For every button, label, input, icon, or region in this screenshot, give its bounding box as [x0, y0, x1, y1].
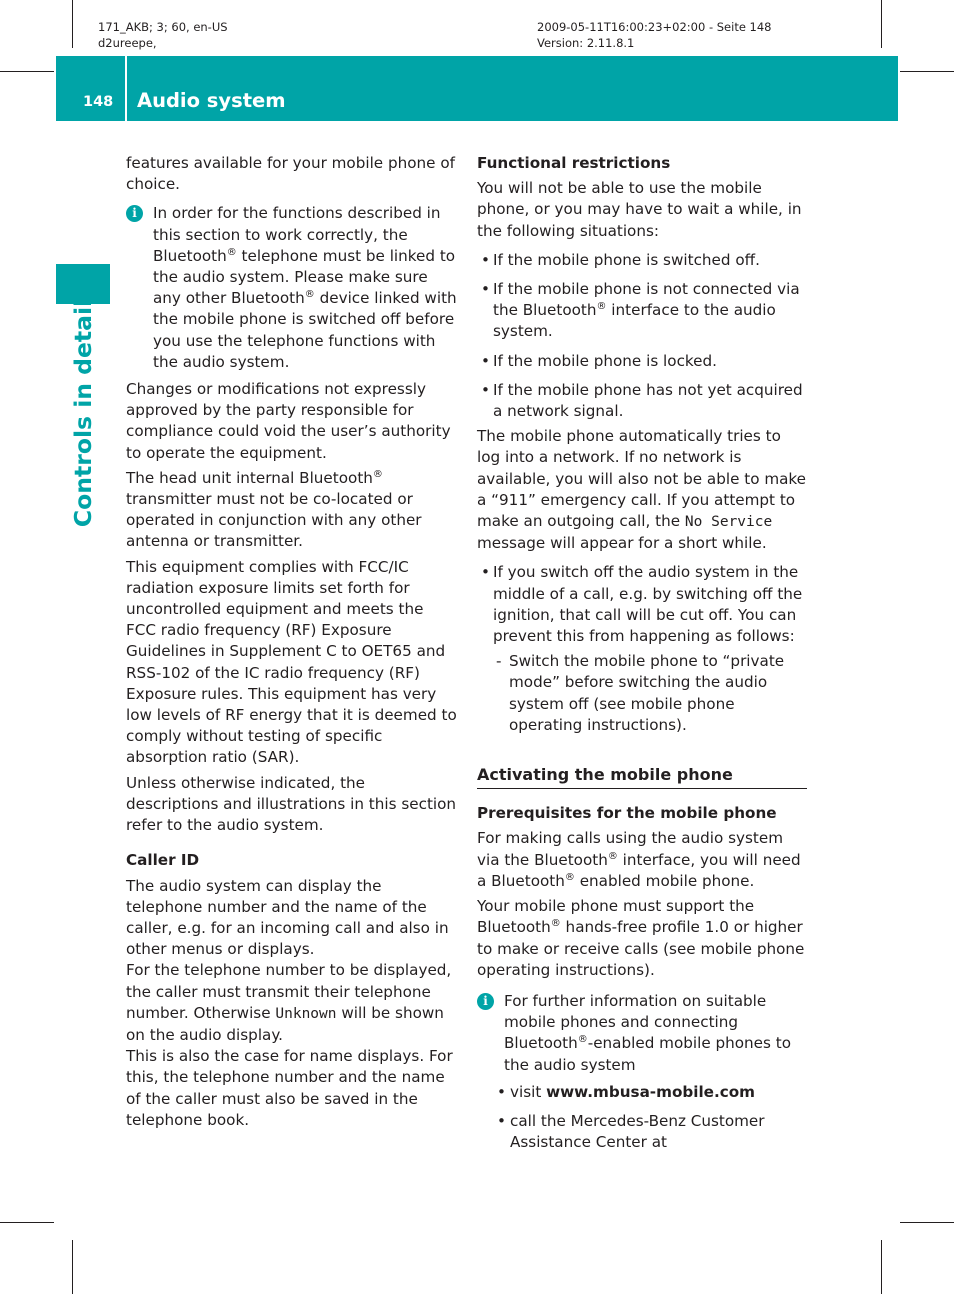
list-item-text: interface to the audio system. [493, 301, 776, 341]
side-section-label: Controls in detail [69, 298, 97, 528]
registered-mark: ® [372, 468, 383, 480]
bullet: • [481, 250, 490, 269]
meta-right-line2: Version: 2.11.8.1 [537, 36, 635, 50]
list-item-text: If you switch off the audio system in the middle of a call, e.g. by switching off the ignition, that call will be cut off. You can prevent this from happening as follows: [493, 563, 803, 646]
list-item-text: If the mobile phone is not connected via the Bluetooth [493, 280, 800, 320]
print-meta-right [537, 19, 772, 51]
fcc-paragraph: This equipment complies with FCC/IC radiation exposure limits set forth for uncontrolled equipment and meets the FCC radio frequency (RF) Exposure Guidelines in Supplement C to OET65 and RSS-102 of the IC radio frequency (RF) Exposure rules. This equipment has very low levels of RF energy that it is deemed to comply without testing of specific absorption ratio (SAR). [126, 557, 457, 767]
list-item [477, 380, 807, 422]
prerequisites-heading: Prerequisites for the mobile phone [477, 804, 777, 823]
registered-mark: ® [550, 918, 561, 930]
crop-mark [881, 1240, 882, 1294]
text-span: message will appear for a short while. [477, 534, 767, 553]
text-span: For making calls using the audio system via the Bluetooth [477, 829, 784, 869]
list-item [477, 250, 807, 271]
caller-id-heading: Caller ID [126, 851, 200, 870]
list-item-text: If the mobile phone is locked. [493, 351, 717, 370]
intro-paragraph: features available for your mobile phone of choice. [126, 154, 455, 194]
info-text-b: -enabled mobile phones to the audio system [504, 1034, 792, 1074]
header-divider [125, 56, 127, 121]
crop-mark [881, 0, 882, 48]
text-span: Your mobile phone must support the Bluetooth [477, 897, 755, 937]
info-text-c: device linked with the mobile phone is switched off before you use the telephone functions with the audio system. [153, 289, 457, 371]
info-icon: i [126, 205, 143, 222]
crop-mark [900, 1222, 954, 1223]
display-code-unknown: Unknown [275, 1005, 337, 1022]
display-code-no-service: No Service [684, 514, 773, 531]
info-note-text [143, 203, 458, 373]
network-note [477, 426, 807, 554]
bullet: • [481, 380, 490, 399]
text-span: enabled mobile phone. [574, 871, 755, 890]
bullet: • [497, 1082, 506, 1101]
changes-paragraph: Changes or modifications not expressly approved by the party responsible for compliance could void the user’s authority to operate the equipment. [126, 380, 451, 462]
list-item [477, 279, 807, 343]
support-paragraph [477, 896, 807, 981]
crop-mark [72, 1240, 73, 1294]
crop-mark [900, 71, 954, 72]
info-list-item [477, 1082, 807, 1103]
info-text-b: telephone must be linked to the audio system. Please make sure any other Bluetooth [153, 246, 456, 308]
page-title: Audio system [137, 89, 286, 112]
list-item-text: call the Mercedes-Benz Customer Assistance Center at [510, 1111, 765, 1152]
text-span: transmitter must not be co-located or operated in conjunction with any other antenna or transmitter. [126, 490, 422, 551]
registered-mark: ® [564, 871, 575, 883]
registered-mark: ® [577, 1034, 588, 1046]
page-number: 148 [83, 94, 114, 110]
registered-mark: ® [226, 246, 237, 258]
bullet: • [497, 1111, 506, 1130]
caller-paragraph-3: This is also the case for name displays. For this, the telephone number and the name of the caller must also be saved in the telephone book. [126, 1047, 453, 1129]
text-span: The mobile phone automatically tries to log into a network. If no network is available, you will also not be able to make a “911” emergency call. If you attempt to make an outgoing call, the [477, 427, 807, 531]
text-span: will be shown on the audio display. [126, 1003, 444, 1044]
list-item-text: If the mobile phone has not yet acquired a network signal. [493, 380, 803, 421]
crop-mark [0, 1222, 54, 1223]
registered-mark: ® [304, 289, 315, 301]
bullet: • [481, 280, 490, 299]
meta-left-line2: d2ureepe, [98, 36, 157, 50]
bullet: • [481, 351, 490, 370]
list-item-text: visit [510, 1082, 547, 1101]
dash-marker: - [496, 652, 502, 671]
info-note [477, 991, 807, 1076]
column-right [477, 153, 807, 1161]
list-item-text: If the mobile phone is switched off. [493, 250, 760, 269]
text-span: For the telephone number to be displayed, the caller must transmit their telephone number. Otherwise [126, 961, 452, 1022]
functional-restrictions-heading: Functional restrictions [477, 154, 671, 172]
bullet: • [481, 563, 490, 582]
info-note-text [494, 991, 807, 1076]
crop-mark [0, 71, 54, 72]
crop-mark [72, 0, 73, 48]
meta-left-line1: 171_AKB; 3; 60, en-US [98, 20, 228, 34]
head-unit-paragraph [126, 468, 458, 553]
website-link[interactable]: www.mbusa-mobile.com [546, 1082, 755, 1101]
text-span: hands-free profile 1.0 or higher to make or receive calls (see mobile phone operating instructions). [477, 918, 805, 979]
list-sub-item [477, 651, 807, 736]
func-paragraph: You will not be able to use the mobile phone, or you may have to wait a while, in the following situations: [477, 179, 802, 240]
list-item [477, 562, 807, 647]
caller-paragraph-1: The audio system can display the telephone number and the name of the caller, e.g. for an incoming call and also in other menus or displays. [126, 876, 449, 959]
info-text-a: In order for the functions described in this section to work correctly, the Bluetooth [153, 204, 441, 265]
unless-paragraph: Unless otherwise indicated, the descriptions and illustrations in this section refer to the audio system. [126, 773, 457, 835]
registered-mark: ® [596, 301, 607, 313]
info-text-a: For further information on suitable mobile phones and connecting Bluetooth [504, 991, 767, 1053]
list-item-text: Switch the mobile phone to “private mode” before switching the audio system off (see mobile phone operating instructions). [509, 652, 785, 734]
text-span: The head unit internal Bluetooth [126, 468, 373, 487]
prereq-paragraph [477, 828, 807, 892]
meta-right-line1: 2009-05-11T16:00:23+02:00 - Seite 148 [537, 20, 772, 34]
print-meta-left [98, 19, 228, 51]
info-list-item [477, 1111, 807, 1153]
text-span: interface, you will need a Bluetooth [477, 850, 801, 890]
registered-mark: ® [607, 850, 618, 862]
info-note [126, 203, 458, 373]
caller-paragraph-2 [126, 960, 458, 1046]
info-icon: i [477, 993, 494, 1010]
column-left [126, 153, 458, 1135]
activating-heading: Activating the mobile phone [477, 764, 807, 789]
list-item [477, 351, 807, 372]
